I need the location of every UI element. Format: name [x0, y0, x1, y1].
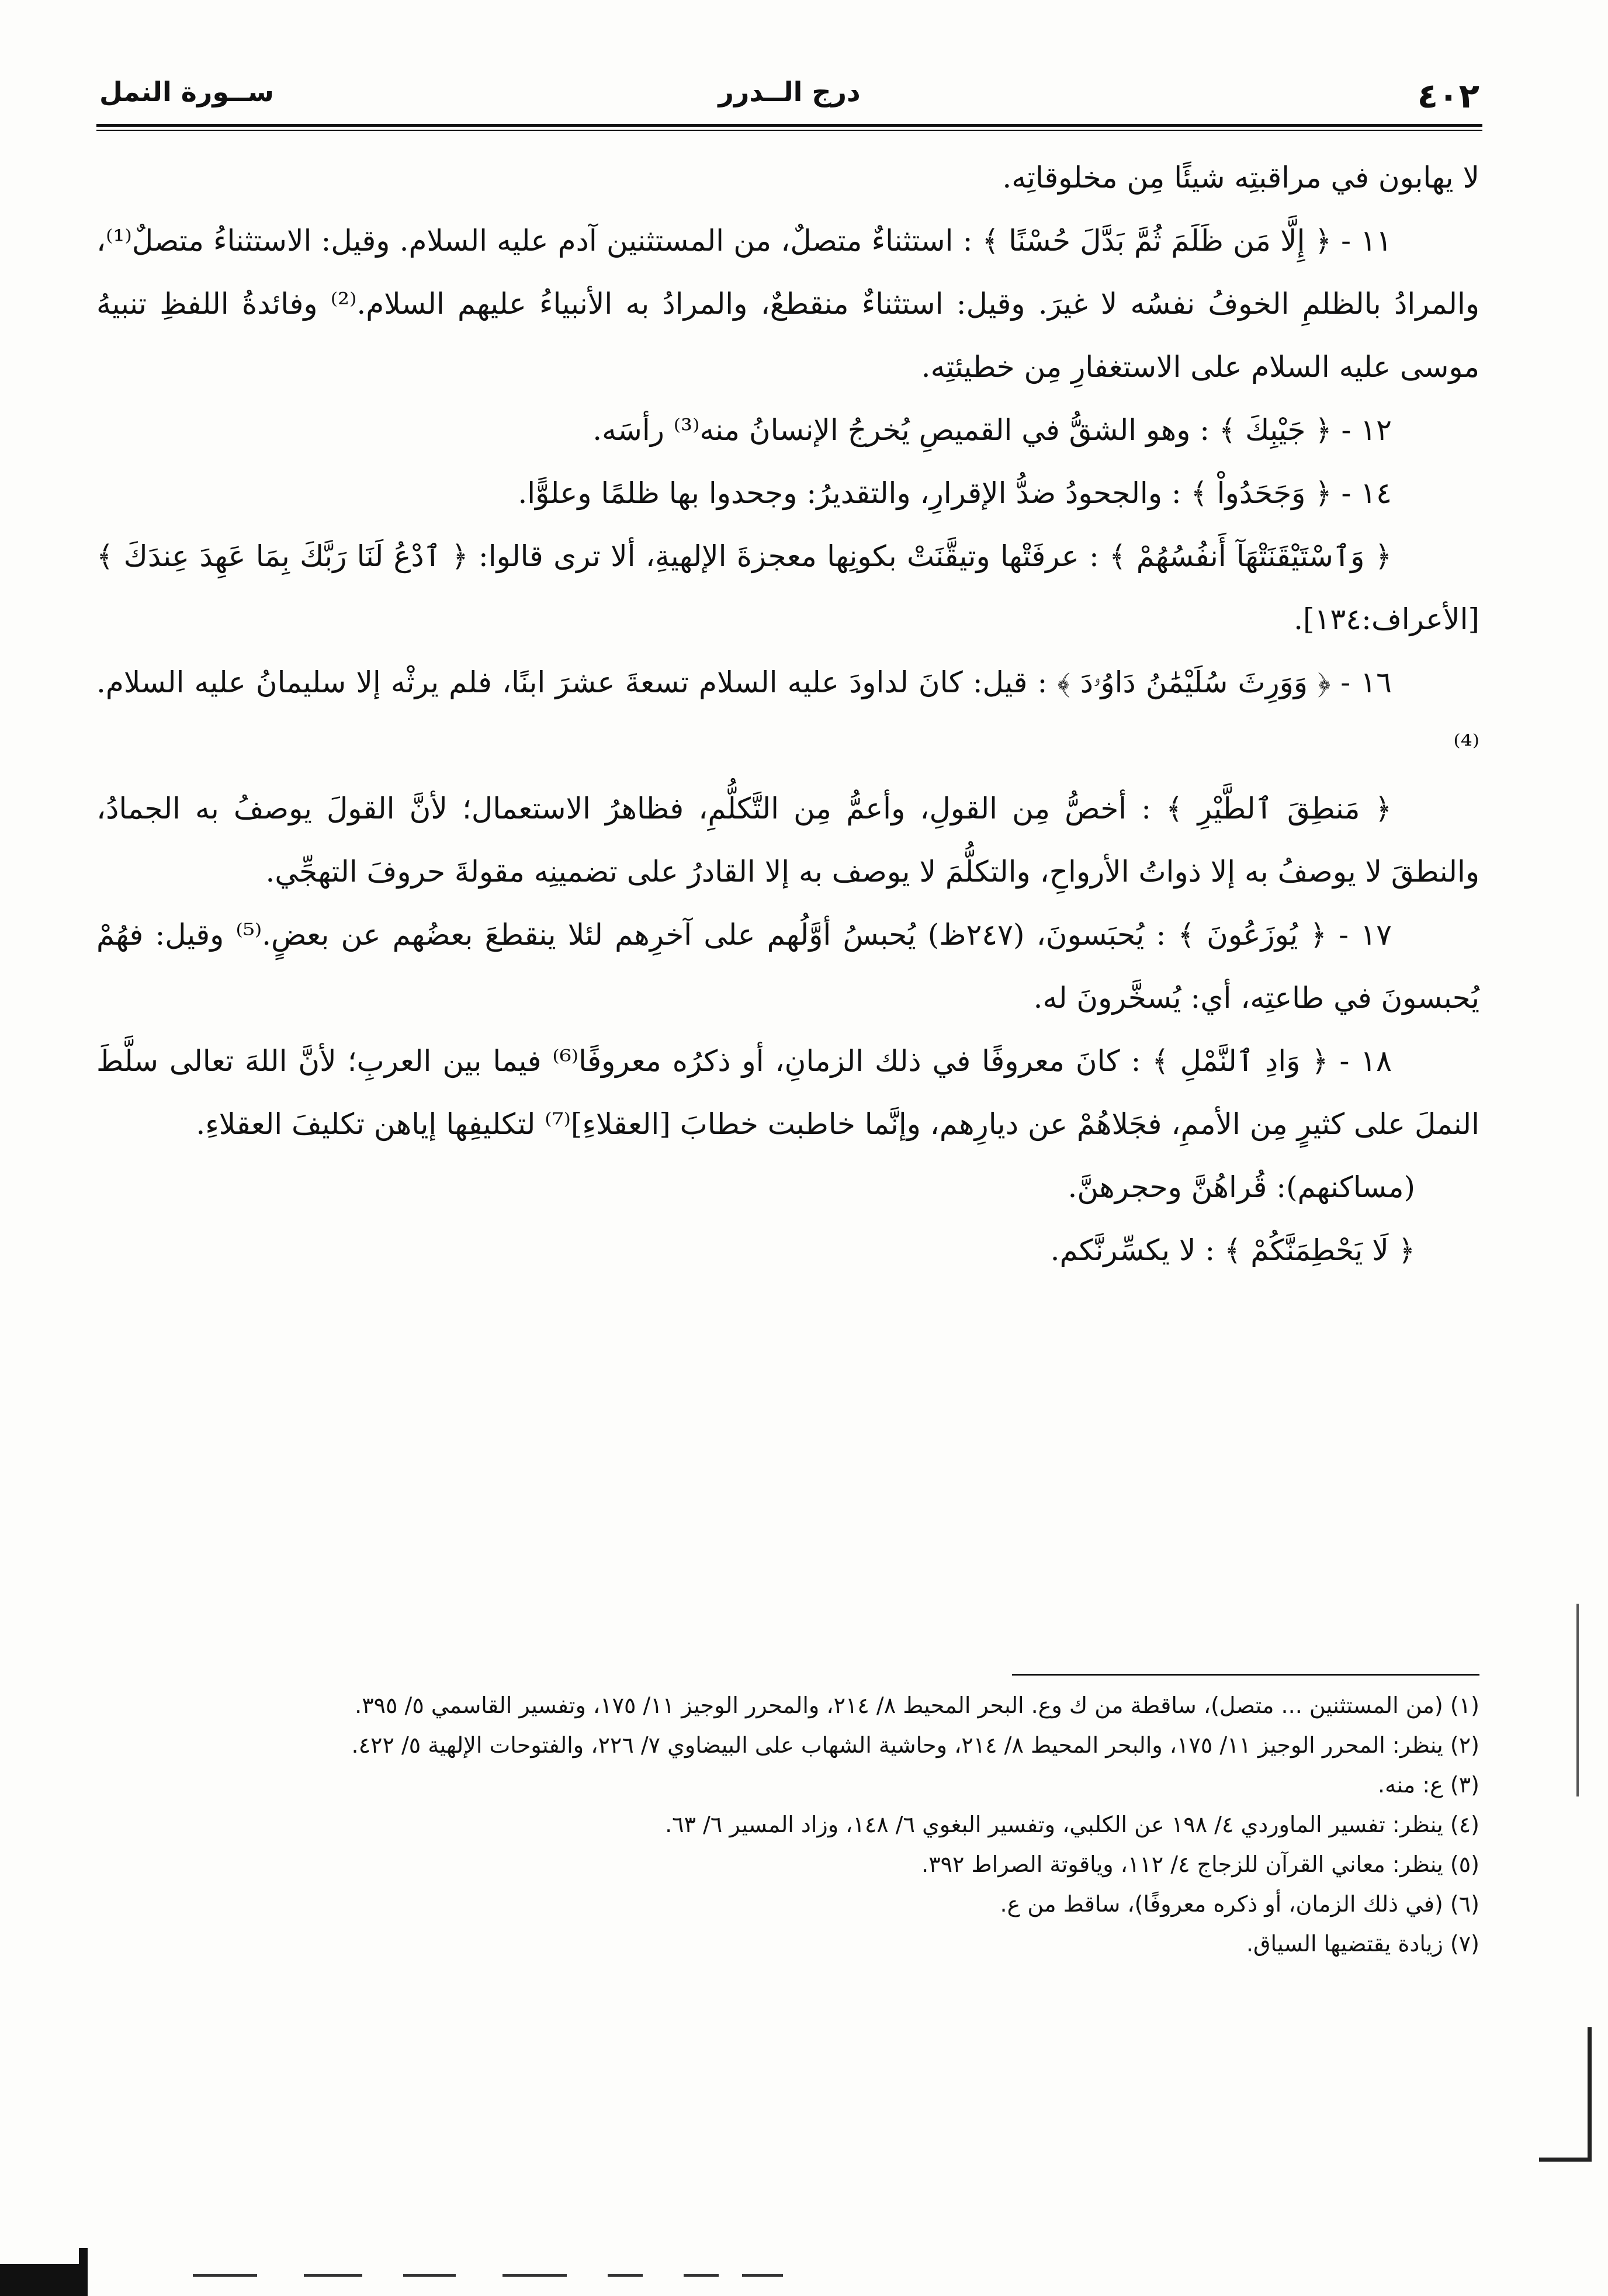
paragraph: ١١ - ﴿ إِلَّا مَن ظَلَمَ ثُمَّ بَدَّلَ حُسْنًا ﴾ : استثناءٌ متصلٌ، من المستثنين آدم عليه السلام. وقيل: الاستثناءُ متصلٌ⁽¹⁾، والمرادُ بالظلمِ الخوفُ نفسُه لا غيرَ. وقيل: استثناءٌ منقطعٌ، والمرادُ به الأنبياءُ عليهم السلام.⁽²⁾ وفائدةُ اللفظِ تنبيهُ موسى عليه السلام على الاستغفارِ مِن خطيئتِه.	[96, 224, 1479, 384]
paragraph: ١٨ - ﴿ وَادِ ٱلنَّمْلِ ﴾ : كانَ معروفًا في ذلك الزمانِ، أو ذكرُه معروفًا⁽⁶⁾ فيما بين العربِ؛ لأنَّ اللهَ تعالى سلَّطَ النملَ على كثيرٍ مِن الأممِ، فجَلاهُمْ عن ديارِهم، وإنَّما خاطبت خطابَ [العقلاءِ]⁽⁷⁾ لتكليفِها إياهن تكليفَ العقلاءِ.	[96, 1044, 1479, 1141]
header-rule-thin	[96, 130, 1482, 131]
scan-corner-mark	[79, 2248, 88, 2296]
footnote: (٣) ع: منه.	[1378, 1772, 1479, 1798]
paragraph: ١٦ - ﴿ وَوَرِثَ سُلَيْمَٰنُ دَاوُۥدَ ﴾ : قيل: كانَ لداودَ عليه السلام تسعةَ عشرَ ابنًا، فلم يرثْه إلا سليمانُ عليه السلام.⁽⁴⁾	[96, 665, 1479, 762]
paragraph: ١٢ - ﴿ جَيْبِكَ ﴾ : وهو الشقُّ في القميصِ يُخرجُ الإنسانُ منه⁽³⁾ رأسَه.	[592, 413, 1392, 447]
scan-dash	[503, 2274, 567, 2277]
scan-edge-mark	[1539, 2158, 1592, 2162]
scan-dash	[304, 2274, 362, 2277]
sura-title: ســورة النمل	[99, 76, 274, 107]
page-header	[99, 76, 1479, 123]
header-rule-thick	[96, 124, 1482, 127]
scan-corner-mark	[0, 2264, 88, 2296]
main-text	[96, 146, 1479, 1282]
footnote: (٤) ينظر: تفسير الماوردي ٤/ ١٩٨ عن الكلبي، وتفسير البغوي ٦/ ١٤٨، وزاد المسير ٦/ ٦٣.	[665, 1812, 1479, 1837]
scan-dash	[403, 2274, 456, 2277]
paragraph: ﴿ مَنطِقَ ٱلطَّيْرِ ﴾ : أخصُّ مِن القولِ، وأعمُّ مِن التَّكلُّمِ، فظاهرُ الاستعمال؛ لأنَّ القولَ يوصفُ به الجمادُ، والنطقَ لا يوصفُ به إلا ذواتُ الأرواحِ، والتكلُّمَ لا يوصف به إلا القادرُ على تضمينِه مقولةَ حروفَ التهجِّي.	[96, 792, 1479, 889]
scan-edge-mark	[1576, 1604, 1579, 1796]
paragraph: ﴿ لَا يَحْطِمَنَّكُمْ ﴾ : لا يكسِّرنَّكم.	[1050, 1233, 1415, 1267]
scan-dash	[608, 2274, 643, 2277]
paragraph: ﴿ وَٱسْتَيْقَنَتْهَآ أَنفُسُهُمْ ﴾ : عرفَتْها وتيقَّنَتْ بكونِها معجزةَ الإلهيةِ، ألا ترى قالوا: ﴿ ٱدْعُ لَنَا رَبَّكَ بِمَا عَهِدَ عِندَكَ ﴾ [الأعراف:١٣٤].	[96, 539, 1479, 636]
page-number: ٤٠٢	[1417, 76, 1479, 116]
footnote: (٢) ينظر: المحرر الوجيز ١١/ ١٧٥، والبحر المحيط ٨/ ٢١٤، وحاشية الشهاب على البيضاوي ٧/ ٢٢٦، والفتوحات الإلهية ٥/ ٤٢٢.	[351, 1732, 1479, 1758]
paragraph: لا يهابون في مراقبتِه شيئًا مِن مخلوقاتِه.	[1002, 161, 1479, 195]
book-title: درج الــدرر	[718, 76, 861, 107]
paragraph: (مساكنهم): قُراهُنَّ وحجرهنَّ.	[1068, 1170, 1415, 1204]
footnotes	[96, 1685, 1479, 1964]
scan-dash	[684, 2274, 719, 2277]
scan-dash	[742, 2274, 783, 2277]
scan-dash	[193, 2274, 257, 2277]
paragraph: ١٤ - ﴿ وَجَحَدُواْ ﴾ : والجحودُ ضدُّ الإقرارِ، والتقديرُ: وجحدوا بها ظلمًا وعلوًّا.	[518, 476, 1392, 510]
footnote: (٦) (في ذلك الزمان، أو ذكره معروفًا)، ساقط من ع.	[1000, 1891, 1479, 1917]
paragraph: ١٧ - ﴿ يُوزَعُونَ ﴾ : يُحبَسونَ، (٢٤٧ظ) يُحبسُ أوَّلُهم على آخرِهم لئلا ينقطعَ بعضُهم عن بعضٍ.⁽⁵⁾ وقيل: فهُمْ يُحبسونَ في طاعتِه، أي: يُسخَّرونَ له.	[96, 918, 1479, 1015]
footnote: (١) (من المستثنين ... متصل)، ساقطة من ك وع. البحر المحيط ٨/ ٢١٤، والمحرر الوجيز ١١/ ١٧٥، وتفسير القاسمي ٥/ ٣٩٥.	[355, 1692, 1479, 1718]
footnote: (٧) زيادة يقتضيها السياق.	[1246, 1931, 1479, 1957]
footnote-separator	[1012, 1674, 1479, 1676]
scan-edge-mark	[1588, 2027, 1592, 2162]
footnote: (٥) ينظر: معاني القرآن للزجاج ٤/ ١١٢، وياقوتة الصراط ٣٩٢.	[921, 1851, 1479, 1877]
